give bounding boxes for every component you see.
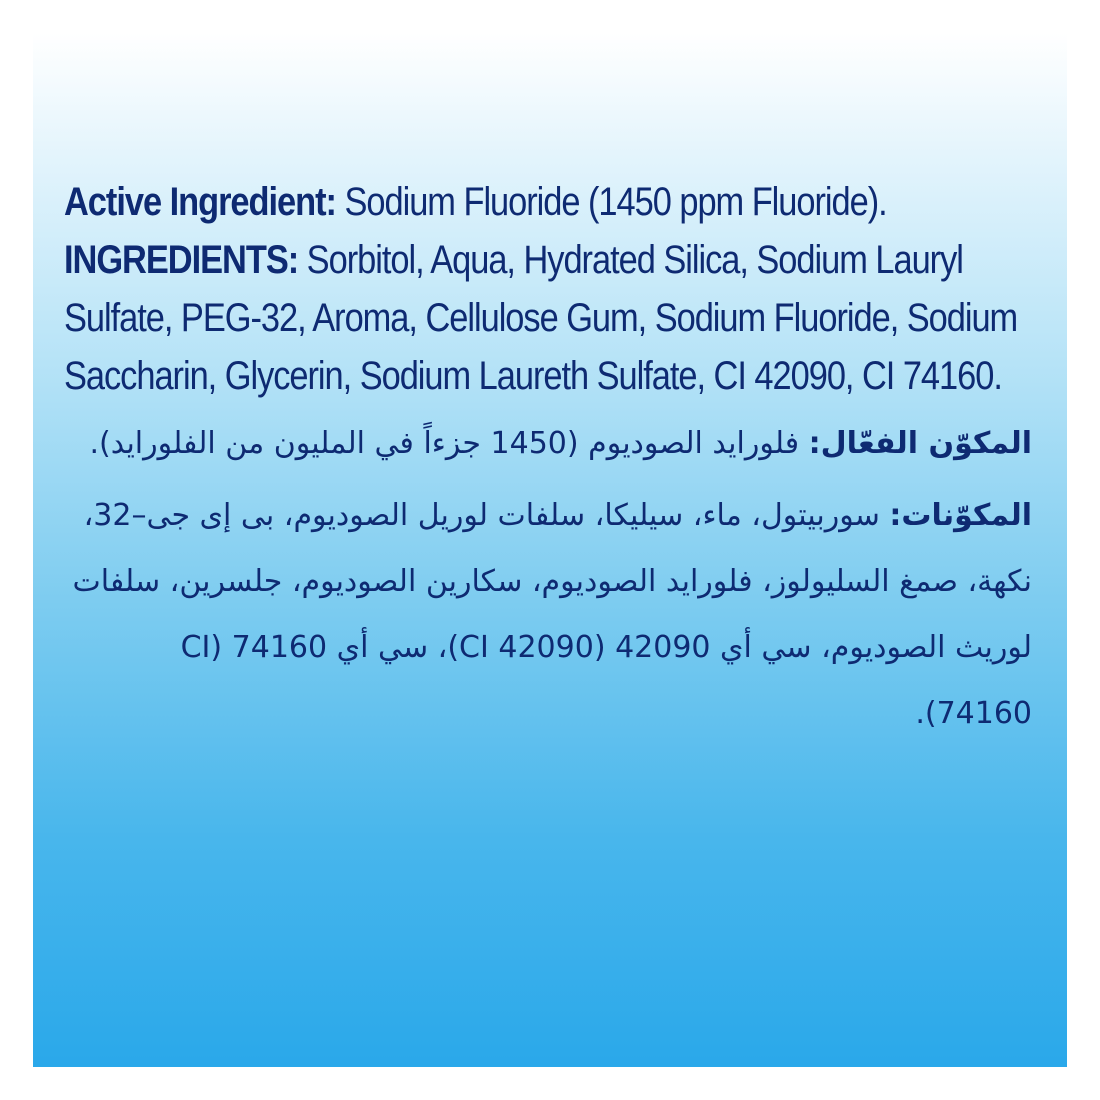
- active-ingredient-text: Sodium Fluoride (1450 ppm Fluoride).: [335, 180, 887, 224]
- arabic-active-ingredient-text: فلورايد الصوديوم (1450 جزءاً في المليون من الفلورايد).: [89, 426, 809, 461]
- arabic-ingredients-paragraph: [64, 483, 1032, 747]
- ingredients-panel: [33, 33, 1067, 1067]
- active-ingredient-label: Active Ingredient:: [64, 180, 336, 224]
- ingredients-text: Sorbitol, Aqua, Hydrated Silica, Sodium Lauryl Sulfate, PEG-32, Aroma, Cellulose Gum, Sodium Fluoride, Sodium Saccharin, Glycerin, Sodium Laureth Sulfate, CI 42090, CI 74160.: [64, 238, 1018, 398]
- arabic-ingredients: [64, 411, 1032, 747]
- arabic-ingredients-label: المكوّنات:: [889, 498, 1032, 533]
- ingredients-label: INGREDIENTS:: [64, 238, 299, 282]
- english-ingredients: [64, 173, 1036, 405]
- ingredients-text-block: [64, 173, 1044, 747]
- arabic-active-ingredient-line: [64, 411, 1032, 477]
- ingredients-paragraph: [64, 231, 1036, 405]
- arabic-ingredients-text: سوربيتول، ماء، سيليكا، سلفات لوريل الصوديوم، بى إى جى–32، نكهة، صمغ السليولوز، فلورايد الصوديوم، سكارين الصوديوم، جلسرين، سلفات لوريث الصوديوم، سي أي 42090 (CI 42090)، سي أي 74160 (CI 74160).: [72, 498, 1032, 731]
- arabic-active-ingredient-label: المكوّن الفعّال:: [808, 426, 1032, 461]
- active-ingredient-line: [64, 173, 1036, 231]
